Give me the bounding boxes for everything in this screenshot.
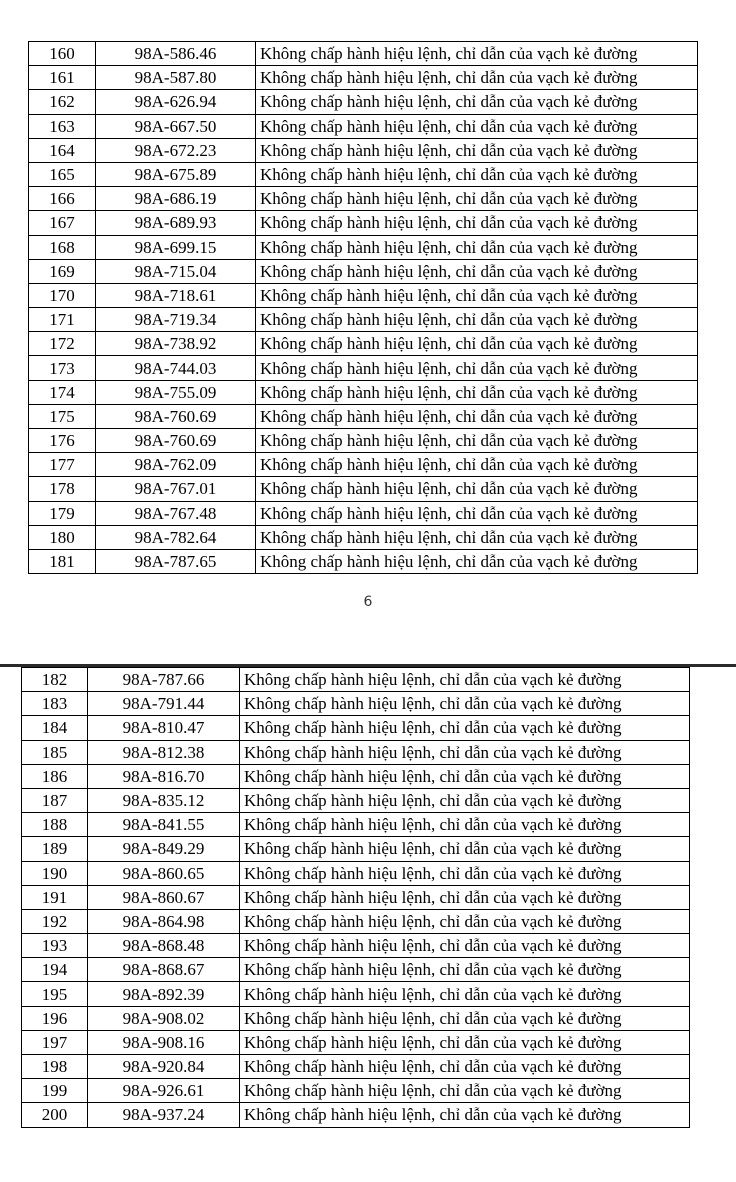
table-row [29,549,698,573]
license-plate: 98A-719.34 [96,308,256,332]
table-row [22,885,690,909]
license-plate: 98A-868.67 [88,958,240,982]
violation-description: Không chấp hành hiệu lệnh, chỉ dẫn của vạch kẻ đường [240,982,690,1006]
license-plate: 98A-816.70 [88,764,240,788]
license-plate: 98A-672.23 [96,138,256,162]
violation-description: Không chấp hành hiệu lệnh, chỉ dẫn của vạch kẻ đường [240,692,690,716]
license-plate: 98A-587.80 [96,66,256,90]
license-plate: 98A-667.50 [96,114,256,138]
license-plate: 98A-689.93 [96,211,256,235]
violation-description: Không chấp hành hiệu lệnh, chỉ dẫn của vạch kẻ đường [256,187,698,211]
table-row [29,259,698,283]
table-row [29,525,698,549]
violation-description: Không chấp hành hiệu lệnh, chỉ dẫn của vạch kẻ đường [256,42,698,66]
license-plate: 98A-699.15 [96,235,256,259]
row-number: 199 [22,1079,88,1103]
violation-description: Không chấp hành hiệu lệnh, chỉ dẫn của vạch kẻ đường [256,332,698,356]
license-plate: 98A-755.09 [96,380,256,404]
violation-description: Không chấp hành hiệu lệnh, chỉ dẫn của vạch kẻ đường [256,308,698,332]
violation-description: Không chấp hành hiệu lệnh, chỉ dẫn của vạch kẻ đường [256,453,698,477]
table-row [22,934,690,958]
violation-description: Không chấp hành hiệu lệnh, chỉ dẫn của vạch kẻ đường [256,162,698,186]
row-number: 162 [29,90,96,114]
row-number: 173 [29,356,96,380]
violation-description: Không chấp hành hiệu lệnh, chỉ dẫn của vạch kẻ đường [240,958,690,982]
row-number: 169 [29,259,96,283]
violation-description: Không chấp hành hiệu lệnh, chỉ dẫn của vạch kẻ đường [256,549,698,573]
violation-description: Không chấp hành hiệu lệnh, chỉ dẫn của vạch kẻ đường [240,837,690,861]
license-plate: 98A-860.65 [88,861,240,885]
table-row [29,308,698,332]
row-number: 165 [29,162,96,186]
table-row [22,764,690,788]
row-number: 182 [22,668,88,692]
violation-description: Không chấp hành hiệu lệnh, chỉ dẫn của vạch kẻ đường [256,66,698,90]
row-number: 175 [29,404,96,428]
table-row [22,668,690,692]
table-row [22,982,690,1006]
row-number: 179 [29,501,96,525]
row-number: 193 [22,934,88,958]
row-number: 186 [22,764,88,788]
license-plate: 98A-892.39 [88,982,240,1006]
license-plate: 98A-767.48 [96,501,256,525]
table-row [29,114,698,138]
row-number: 183 [22,692,88,716]
license-plate: 98A-849.29 [88,837,240,861]
row-number: 197 [22,1030,88,1054]
violation-description: Không chấp hành hiệu lệnh, chỉ dẫn của vạch kẻ đường [240,1030,690,1054]
violation-description: Không chấp hành hiệu lệnh, chỉ dẫn của vạch kẻ đường [256,138,698,162]
violation-description: Không chấp hành hiệu lệnh, chỉ dẫn của vạch kẻ đường [256,356,698,380]
license-plate: 98A-762.09 [96,453,256,477]
row-number: 181 [29,549,96,573]
row-number: 170 [29,283,96,307]
license-plate: 98A-920.84 [88,1055,240,1079]
violation-description: Không chấp hành hiệu lệnh, chỉ dẫn của vạch kẻ đường [256,211,698,235]
license-plate: 98A-760.69 [96,429,256,453]
violation-description: Không chấp hành hiệu lệnh, chỉ dẫn của vạch kẻ đường [256,404,698,428]
table-row [29,477,698,501]
violations-table-page-7 [21,667,690,1128]
table-row [29,42,698,66]
row-number: 189 [22,837,88,861]
table-row [29,187,698,211]
table-row [29,453,698,477]
violation-description: Không chấp hành hiệu lệnh, chỉ dẫn của vạch kẻ đường [240,885,690,909]
violation-description: Không chấp hành hiệu lệnh, chỉ dẫn của vạch kẻ đường [240,1079,690,1103]
violations-table-body [22,668,690,1128]
table-row [29,429,698,453]
violation-description: Không chấp hành hiệu lệnh, chỉ dẫn của vạch kẻ đường [240,861,690,885]
row-number: 160 [29,42,96,66]
table-row [22,740,690,764]
license-plate: 98A-787.66 [88,668,240,692]
table-row [29,332,698,356]
table-row [22,1055,690,1079]
row-number: 174 [29,380,96,404]
page-number: 6 [363,594,373,610]
row-number: 178 [29,477,96,501]
violation-description: Không chấp hành hiệu lệnh, chỉ dẫn của vạch kẻ đường [256,429,698,453]
table-clip-region [0,0,736,578]
license-plate: 98A-908.16 [88,1030,240,1054]
row-number: 191 [22,885,88,909]
license-plate: 98A-868.48 [88,934,240,958]
license-plate: 98A-760.69 [96,404,256,428]
row-number: 192 [22,909,88,933]
row-number: 167 [29,211,96,235]
license-plate: 98A-908.02 [88,1006,240,1030]
row-number: 176 [29,429,96,453]
violation-description: Không chấp hành hiệu lệnh, chỉ dẫn của vạch kẻ đường [240,813,690,837]
license-plate: 98A-626.94 [96,90,256,114]
row-number: 168 [29,235,96,259]
row-number: 172 [29,332,96,356]
violation-description: Không chấp hành hiệu lệnh, chỉ dẫn của vạch kẻ đường [240,716,690,740]
table-row [29,235,698,259]
violation-description: Không chấp hành hiệu lệnh, chỉ dẫn của vạch kẻ đường [240,668,690,692]
row-number: 164 [29,138,96,162]
table-row [22,861,690,885]
table-row [22,1006,690,1030]
license-plate: 98A-767.01 [96,477,256,501]
row-number: 161 [29,66,96,90]
table-row [29,404,698,428]
table-row [22,716,690,740]
row-number: 163 [29,114,96,138]
violation-description: Không chấp hành hiệu lệnh, chỉ dẫn của vạch kẻ đường [256,525,698,549]
table-row [22,1079,690,1103]
license-plate: 98A-686.19 [96,187,256,211]
row-number: 166 [29,187,96,211]
violation-description: Không chấp hành hiệu lệnh, chỉ dẫn của vạch kẻ đường [240,1103,690,1127]
license-plate: 98A-864.98 [88,909,240,933]
license-plate: 98A-715.04 [96,259,256,283]
violation-description: Không chấp hành hiệu lệnh, chỉ dẫn của vạch kẻ đường [240,740,690,764]
row-number: 171 [29,308,96,332]
table-row [29,211,698,235]
license-plate: 98A-791.44 [88,692,240,716]
license-plate: 98A-937.24 [88,1103,240,1127]
row-number: 187 [22,788,88,812]
table-row [22,1103,690,1127]
license-plate: 98A-860.67 [88,885,240,909]
table-row [29,90,698,114]
table-row [29,66,698,90]
row-number: 184 [22,716,88,740]
violations-table-page-6 [28,41,698,574]
violation-description: Không chấp hành hiệu lệnh, chỉ dẫn của vạch kẻ đường [256,235,698,259]
license-plate: 98A-926.61 [88,1079,240,1103]
violation-description: Không chấp hành hiệu lệnh, chỉ dẫn của vạch kẻ đường [256,283,698,307]
row-number: 188 [22,813,88,837]
license-plate: 98A-718.61 [96,283,256,307]
table-row [29,501,698,525]
violation-description: Không chấp hành hiệu lệnh, chỉ dẫn của vạch kẻ đường [240,934,690,958]
row-number: 190 [22,861,88,885]
table-row [29,138,698,162]
row-number: 194 [22,958,88,982]
violation-description: Không chấp hành hiệu lệnh, chỉ dẫn của vạch kẻ đường [256,501,698,525]
license-plate: 98A-675.89 [96,162,256,186]
violation-description: Không chấp hành hiệu lệnh, chỉ dẫn của vạch kẻ đường [256,477,698,501]
violation-description: Không chấp hành hiệu lệnh, chỉ dẫn của vạch kẻ đường [240,1006,690,1030]
table-row [29,283,698,307]
document-page-7 [0,640,736,1182]
violation-description: Không chấp hành hiệu lệnh, chỉ dẫn của vạch kẻ đường [240,1055,690,1079]
table-row [22,1030,690,1054]
row-number: 196 [22,1006,88,1030]
license-plate: 98A-744.03 [96,356,256,380]
license-plate: 98A-738.92 [96,332,256,356]
license-plate: 98A-810.47 [88,716,240,740]
violation-description: Không chấp hành hiệu lệnh, chỉ dẫn của vạch kẻ đường [256,114,698,138]
license-plate: 98A-586.46 [96,42,256,66]
table-row [29,356,698,380]
license-plate: 98A-782.64 [96,525,256,549]
row-number: 195 [22,982,88,1006]
license-plate: 98A-841.55 [88,813,240,837]
violation-description: Không chấp hành hiệu lệnh, chỉ dẫn của vạch kẻ đường [256,259,698,283]
license-plate: 98A-812.38 [88,740,240,764]
violation-description: Không chấp hành hiệu lệnh, chỉ dẫn của vạch kẻ đường [240,788,690,812]
license-plate: 98A-787.65 [96,549,256,573]
license-plate: 98A-835.12 [88,788,240,812]
table-row [22,958,690,982]
row-number: 177 [29,453,96,477]
table-row [29,380,698,404]
violation-description: Không chấp hành hiệu lệnh, chỉ dẫn của vạch kẻ đường [256,380,698,404]
table-row [22,909,690,933]
row-number: 185 [22,740,88,764]
row-number: 198 [22,1055,88,1079]
table-row [22,692,690,716]
violation-description: Không chấp hành hiệu lệnh, chỉ dẫn của vạch kẻ đường [240,909,690,933]
table-row [22,813,690,837]
violation-description: Không chấp hành hiệu lệnh, chỉ dẫn của vạch kẻ đường [240,764,690,788]
violation-description: Không chấp hành hiệu lệnh, chỉ dẫn của vạch kẻ đường [256,90,698,114]
row-number: 180 [29,525,96,549]
row-number: 200 [22,1103,88,1127]
table-row [22,837,690,861]
violations-table-body [29,42,698,574]
table-row [22,788,690,812]
table-row [29,162,698,186]
